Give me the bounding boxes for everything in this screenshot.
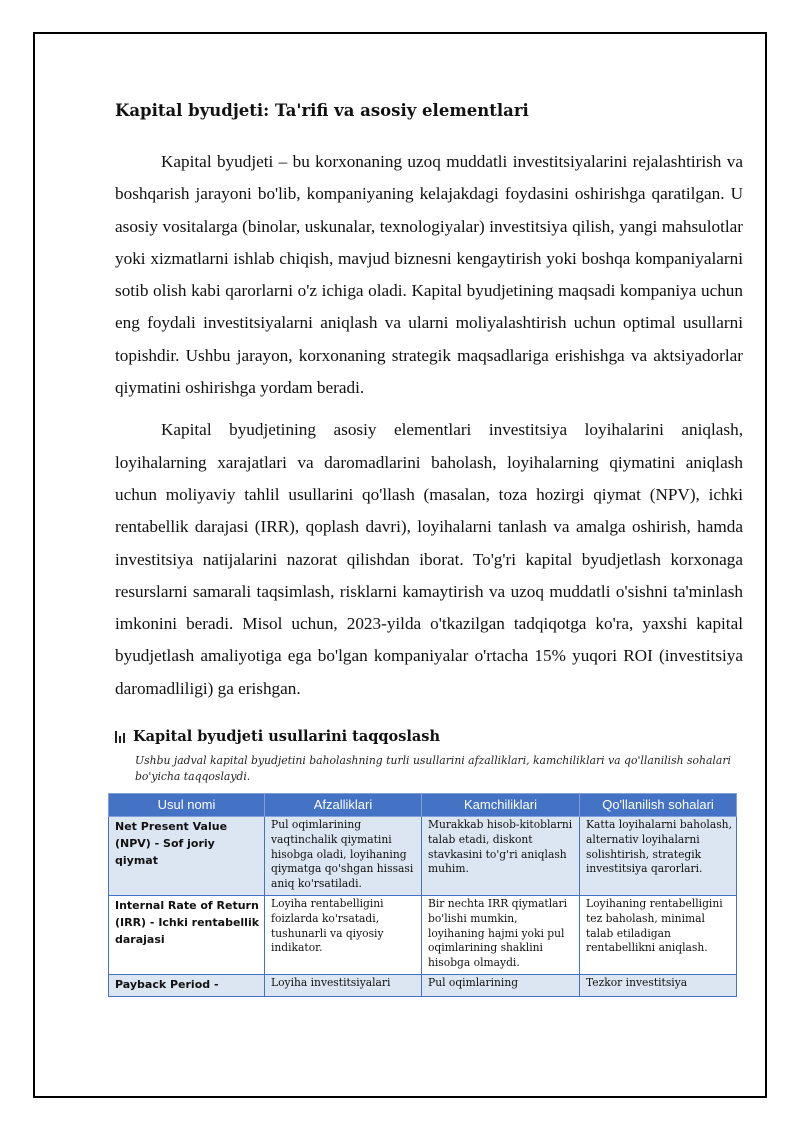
paragraph-2: Kapital byudjetining asosiy elementlari investitsiya loyihalarini aniqlash, loyihalarning xarajatlari va daromadlarini baholash, loyihalarning qiymatini aniqlash uchun moliyaviy tahlil usullarini qo'llash (masalan, toza hozirgi qiymat (NPV), ichki rentabellik darajasi (IRR), qoplash davri), loyihalarni tanlash va amalga oshirish, hamda investitsiya natijalarini nazorat qilishdan iborat. To'g'ri kapital byudjetlash korxonaga resurslarni samarali taqsimlash, risklarni kamaytirish va uzoq muddatli o'sishni ta'minlash imkonini beradi. Misol uchun, 2023-yilda o'tkazilgan tadqiqotga ko'ra, yaxshi kapital byudjetlash amaliyotiga ega bo'lgan kompaniyalar o'rtacha 15% yuqori ROI (investitsiya daromadliligi) ga erishgan. — [115, 420, 743, 698]
table-header-row — [109, 794, 737, 817]
method-cell: Internal Rate of Return (IRR) - Ichki rentabellik darajasi — [109, 896, 265, 975]
comparison-table — [108, 793, 737, 997]
cons-cell: Bir nechta IRR qiymatlari bo'lishi mumkin, loyihaning hajmi yoki pul oqimlarining shaklini hisobga olmaydi. — [422, 896, 580, 975]
cons-cell: Pul oqimlarining — [422, 975, 580, 997]
table-caption: Ushbu jadval kapital byudjetini baholashning turli usullarini afzalliklari, kamchiliklari va qo'llanilish sohalari bo'yicha taqqoslaydi. — [135, 754, 731, 784]
table-row — [109, 817, 737, 896]
section-title: Kapital byudjeti: Ta'rifi va asosiy elementlari — [115, 101, 529, 120]
table-heading — [115, 728, 743, 745]
cons-cell: Murakkab hisob-kitoblarni talab etadi, diskont stavkasini to'g'ri aniqlash muhim. — [422, 817, 580, 896]
table-row — [109, 896, 737, 975]
table-heading-text: Kapital byudjeti usullarini taqqoslash — [133, 728, 440, 746]
document-content — [115, 98, 743, 997]
column-header-cons: Kamchiliklari — [422, 794, 580, 817]
uses-cell: Katta loyihalarni baholash, alternativ loyihalarni solishtirish, strategik investitsiya qarorlari. — [580, 817, 737, 896]
bar-chart-icon — [115, 731, 127, 743]
pros-cell: Loyiha rentabelligini foizlarda ko'rsatadi, tushunarli va qiyosiy indikator. — [265, 896, 422, 975]
pros-cell: Pul oqimlarining vaqtinchalik qiymatini hisobga oladi, loyihaning qiymatga qo'shgan hissasi aniq ko'rsatiladi. — [265, 817, 422, 896]
column-header-pros: Afzalliklari — [265, 794, 422, 817]
method-cell: Net Present Value (NPV) - Sof joriy qiymat — [109, 817, 265, 896]
uses-cell: Loyihaning rentabelligini tez baholash, minimal talab etiladigan rentabellikni aniqlash. — [580, 896, 737, 975]
pros-cell: Loyiha investitsiyalari — [265, 975, 422, 997]
column-header-uses: Qo'llanilish sohalari — [580, 794, 737, 817]
column-header-method: Usul nomi — [109, 794, 265, 817]
table-row — [109, 975, 737, 997]
uses-cell: Tezkor investitsiya — [580, 975, 737, 997]
method-cell: Payback Period - — [109, 975, 265, 997]
paragraph-1: Kapital byudjeti – bu korxonaning uzoq muddatli investitsiyalarini rejalashtirish va boshqarish jarayoni bo'lib, kompaniyaning kelajakdagi foydasini oshirishga qaratilgan. U asosiy vositalarga (binolar, uskunalar, texnologiyalar) investitsiya qilish, yangi mahsulotlar yoki xizmatlarni ishlab chiqish, mavjud biznesni kengaytirish yoki boshqa kompaniyalarni sotib olish kabi qarorlarni o'z ichiga oladi. Kapital byudjetining maqsadi kompaniya uchun eng foydali investitsiyalarni aniqlash va ularni moliyalashtirish uchun optimal usullarni topishdir. Ushbu jarayon, korxonaning strategik maqsadlariga erishishga va aktsiyadorlar qiymatini oshirishga yordam beradi. — [115, 152, 743, 398]
